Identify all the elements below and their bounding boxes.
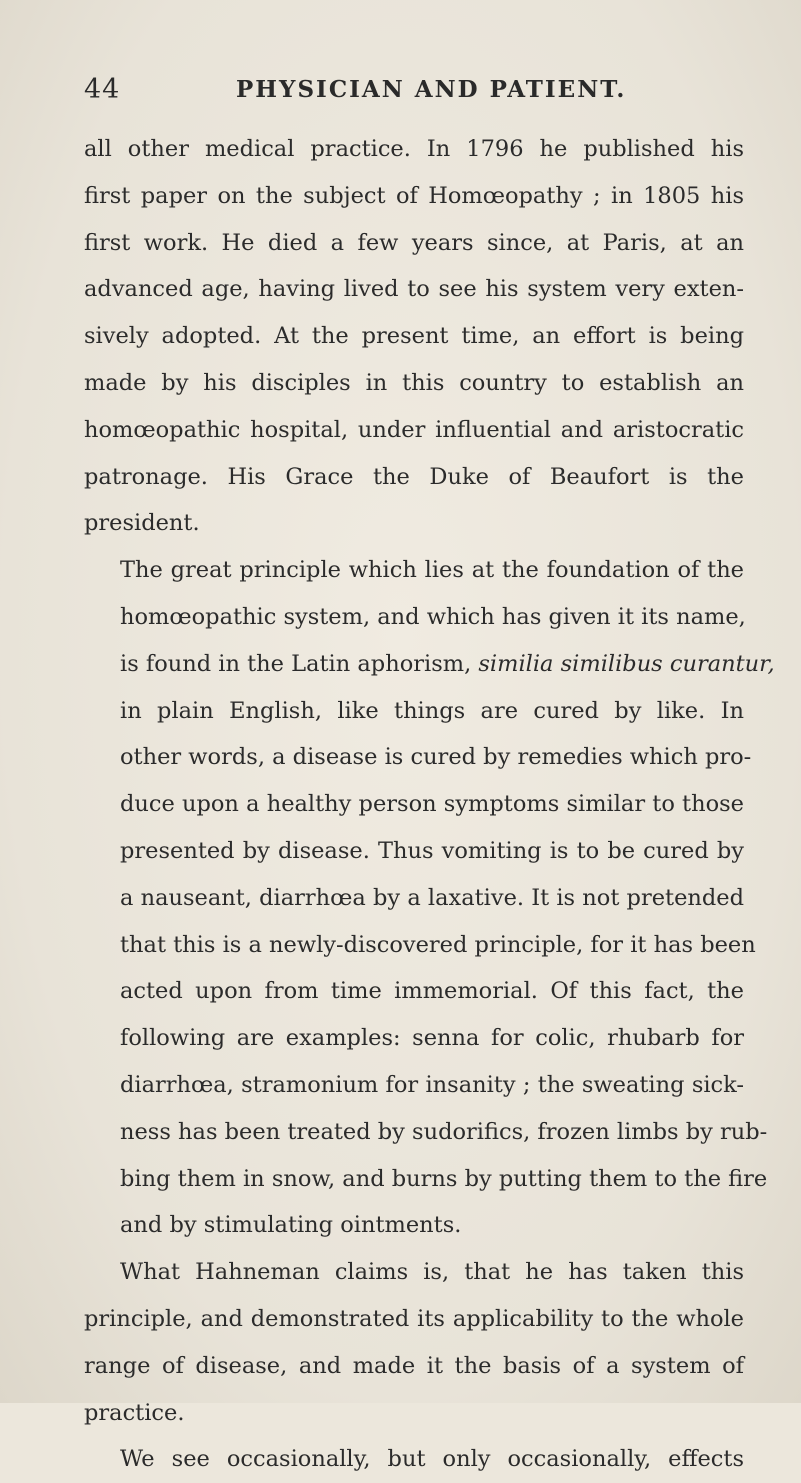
- text-line: presented by disease. Thus vomiting is to be cured by: [120, 837, 744, 864]
- text-line: What Hahneman claims is, that he has taken this: [120, 1259, 744, 1286]
- paragraph-2: [84, 547, 775, 1249]
- text-line: and by stimulating ointments.: [120, 1212, 462, 1239]
- text-line: duce upon a healthy person symptoms similar to those: [120, 791, 744, 818]
- text-line: first paper on the subject of Homœopathy ; in 1805 his: [84, 182, 744, 209]
- text-line: ness has been treated by sudorifics, frozen limbs by rub-: [120, 1118, 768, 1145]
- text-line: The great principle which lies at the foundation of the: [120, 557, 744, 584]
- text-line: other words, a disease is cured by remedies which pro-: [120, 744, 752, 771]
- text-line: acted upon from time immemorial. Of this fact, the: [120, 978, 744, 1005]
- paragraph-4: [84, 1436, 744, 1483]
- text-line: diarrhœa, stramonium for insanity ; the sweating sick-: [120, 1071, 744, 1098]
- text-line: first work. He died a few years since, at Paris, at an: [84, 229, 744, 256]
- paragraph-3: [84, 1249, 744, 1436]
- text-line: advanced age, having lived to see his system very exten-: [84, 276, 744, 303]
- latin-aphorism: similia similibus curantur,: [478, 650, 775, 677]
- text-line: president.: [84, 510, 200, 537]
- text-line-with-latin: [84, 641, 775, 688]
- body-text: [84, 126, 775, 1483]
- text-line: patronage. His Grace the Duke of Beaufort is the: [84, 463, 744, 490]
- text-line: in plain English, like things are cured by like. In: [120, 697, 744, 724]
- page-number: 44: [84, 74, 121, 105]
- text-line: all other medical practice. In 1796 he published his: [84, 136, 744, 162]
- text-line: bing them in snow, and burns by putting them to the fire: [120, 1165, 768, 1192]
- text-line: principle, and demonstrated its applicability to the whole: [84, 1305, 744, 1332]
- text-line: following are examples: senna for colic, rhubarb for: [120, 1025, 744, 1052]
- running-title: PHYSICIAN AND PATIENT.: [236, 76, 627, 103]
- paragraph-1: [84, 126, 744, 547]
- text-fragment: is found in the Latin aphorism,: [120, 650, 472, 677]
- page-header: [84, 74, 744, 114]
- text-line: that this is a newly-discovered principle, for it has been: [120, 931, 756, 958]
- text-line: homœopathic system, and which has given it its name,: [120, 603, 746, 630]
- text-line: practice.: [84, 1399, 185, 1426]
- text-line: range of disease, and made it the basis of a system of: [84, 1352, 744, 1379]
- text-line: made by his disciples in this country to establish an: [84, 369, 744, 396]
- text-line: sively adopted. At the present time, an effort is being: [84, 323, 744, 350]
- text-line: homœopathic hospital, under influential and aristocratic: [84, 416, 744, 443]
- text-line: a nauseant, diarrhœa by a laxative. It is not pretended: [120, 884, 744, 911]
- text-line: We see occasionally, but only occasionally, effects: [120, 1446, 744, 1473]
